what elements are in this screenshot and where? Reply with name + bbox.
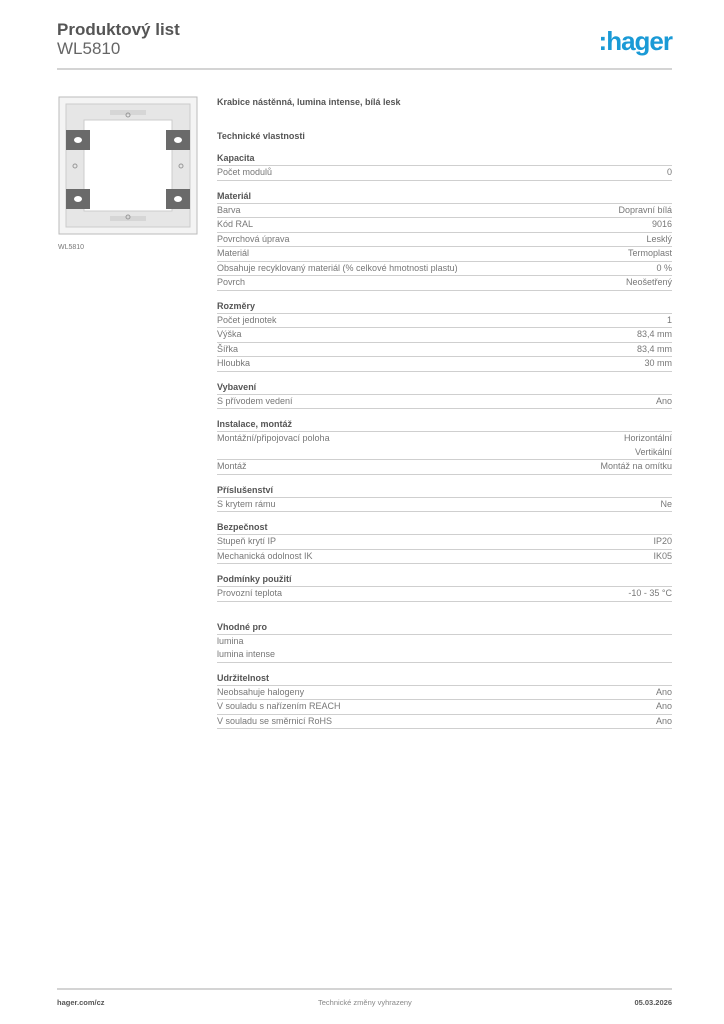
spec-row xyxy=(217,498,672,513)
header-divider xyxy=(57,68,672,70)
spec-value: 0 % xyxy=(656,262,672,273)
spec-value: IK05 xyxy=(653,550,672,561)
spec-value: -10 - 35 °C xyxy=(628,588,672,598)
spec-label: Neobsahuje halogeny xyxy=(217,686,305,697)
spec-section xyxy=(217,381,672,410)
spec-value: Ano xyxy=(655,686,672,697)
spec-section xyxy=(217,672,672,730)
spec-value: 83,4 mm xyxy=(636,329,672,339)
footer-website: hager.com/cz xyxy=(57,998,105,1007)
spec-label: Kód RAL xyxy=(217,219,254,229)
section-rows xyxy=(217,314,672,372)
spec-row xyxy=(217,328,672,343)
spec-row xyxy=(217,635,672,649)
hager-logo: :hager xyxy=(598,26,672,56)
spec-value: Ano xyxy=(655,715,672,726)
spec-value: Horizontální Vertikální xyxy=(623,433,672,457)
section-rows xyxy=(217,204,672,291)
section-rows xyxy=(217,166,672,181)
spec-row xyxy=(217,460,672,475)
spec-row xyxy=(217,535,672,550)
spec-row xyxy=(217,686,672,701)
spec-row xyxy=(217,204,672,219)
section-title: Příslušenství xyxy=(217,484,672,498)
spec-label: S krytem rámu xyxy=(217,498,276,509)
spec-section xyxy=(217,521,672,564)
spec-section xyxy=(217,484,672,513)
spec-label: Barva xyxy=(217,204,241,215)
product-code: WL5810 xyxy=(57,39,121,58)
spec-row xyxy=(217,314,672,329)
spec-row xyxy=(217,395,672,410)
spec-value: Ano xyxy=(655,395,672,406)
spec-label: S přívodem vedení xyxy=(217,395,293,406)
spec-section xyxy=(217,152,672,181)
spec-label: Šířka xyxy=(217,343,239,354)
spec-value: Ano xyxy=(655,701,672,711)
spec-label: Obsahuje recyklovaný materiál (% celkové hmotnosti plastu) xyxy=(217,262,458,273)
spec-value: 30 mm xyxy=(644,358,672,368)
footer-divider xyxy=(57,988,672,990)
section-rows xyxy=(217,432,672,475)
spec-row xyxy=(217,700,672,715)
section-title: Podmínky použití xyxy=(217,573,672,587)
spec-value: 83,4 mm xyxy=(636,343,672,354)
section-title: Materiál xyxy=(217,190,672,204)
spec-section xyxy=(217,621,672,663)
spec-row xyxy=(217,262,672,277)
spec-row xyxy=(217,550,672,565)
spec-value: 9016 xyxy=(651,219,672,229)
spec-label: Materiál xyxy=(217,248,250,258)
spec-label: V souladu s nařízením REACH xyxy=(217,701,341,711)
product-image xyxy=(58,96,198,235)
spec-label: Počet jednotek xyxy=(217,314,277,325)
spec-value: Ne xyxy=(660,498,672,509)
section-title: Kapacita xyxy=(217,152,672,166)
product-details xyxy=(217,96,672,738)
spec-label: Montáž xyxy=(217,461,247,471)
page-title: Produktový list xyxy=(57,20,180,39)
spec-row xyxy=(217,247,672,262)
spec-section xyxy=(217,573,672,602)
footer-date: 05.03.2026 xyxy=(634,998,672,1007)
spec-row xyxy=(217,343,672,358)
section-rows xyxy=(217,686,672,730)
footer-note: Technické změny vyhrazeny xyxy=(318,998,412,1007)
spec-value: Montáž na omítku xyxy=(600,461,672,471)
image-caption: WL5810 xyxy=(58,244,85,251)
spec-label: Výška xyxy=(217,329,242,339)
spec-row xyxy=(217,648,672,662)
spec-label: Povrch xyxy=(217,277,246,287)
section-title: Vybavení xyxy=(217,381,672,395)
spec-value: Termoplast xyxy=(627,248,672,258)
spec-section xyxy=(217,300,672,372)
section-title: Bezpečnost xyxy=(217,521,672,535)
spec-row xyxy=(217,166,672,181)
section-rows xyxy=(217,535,672,564)
spec-value: 0 xyxy=(666,167,672,177)
spec-row xyxy=(217,218,672,233)
spec-value: Lesklý xyxy=(646,233,672,244)
spec-label: Stupeň krytí IP xyxy=(217,536,277,546)
spec-row xyxy=(217,587,672,602)
spec-row xyxy=(217,357,672,372)
spec-value: Dopravní bílá xyxy=(618,204,672,215)
spec-label: Počet modulů xyxy=(217,167,273,177)
section-rows xyxy=(217,587,672,602)
section-title: Instalace, montáž xyxy=(217,418,672,432)
spec-section xyxy=(217,190,672,291)
spec-label: lumina intense xyxy=(217,649,276,659)
spec-value: IP20 xyxy=(653,536,672,546)
spec-row xyxy=(217,432,672,460)
spec-row xyxy=(217,715,672,730)
section-title: Rozměry xyxy=(217,300,672,314)
spec-row xyxy=(217,233,672,248)
section-rows xyxy=(217,635,672,663)
spec-value: 1 xyxy=(666,314,672,325)
spec-label: Povrchová úprava xyxy=(217,233,290,244)
spec-row xyxy=(217,276,672,291)
spec-label: Montážní/připojovací poloha xyxy=(217,433,330,443)
spec-value: Neošetřený xyxy=(625,277,672,287)
section-rows xyxy=(217,395,672,410)
spec-label: Hloubka xyxy=(217,358,251,368)
section-title: Udržitelnost xyxy=(217,672,672,686)
product-description: Krabice nástěnná, lumina intense, bílá lesk xyxy=(217,97,401,107)
spec-section xyxy=(217,418,672,475)
spec-sections xyxy=(217,152,672,729)
spec-label: lumina xyxy=(217,635,244,646)
spec-label: Mechanická odolnost IK xyxy=(217,550,313,561)
spec-label: Provozní teplota xyxy=(217,588,283,598)
spec-label: V souladu se směrnicí RoHS xyxy=(217,715,333,726)
section-title: Vhodné pro xyxy=(217,621,672,635)
section-rows xyxy=(217,498,672,513)
technical-properties-heading: Technické vlastnosti xyxy=(217,131,305,141)
